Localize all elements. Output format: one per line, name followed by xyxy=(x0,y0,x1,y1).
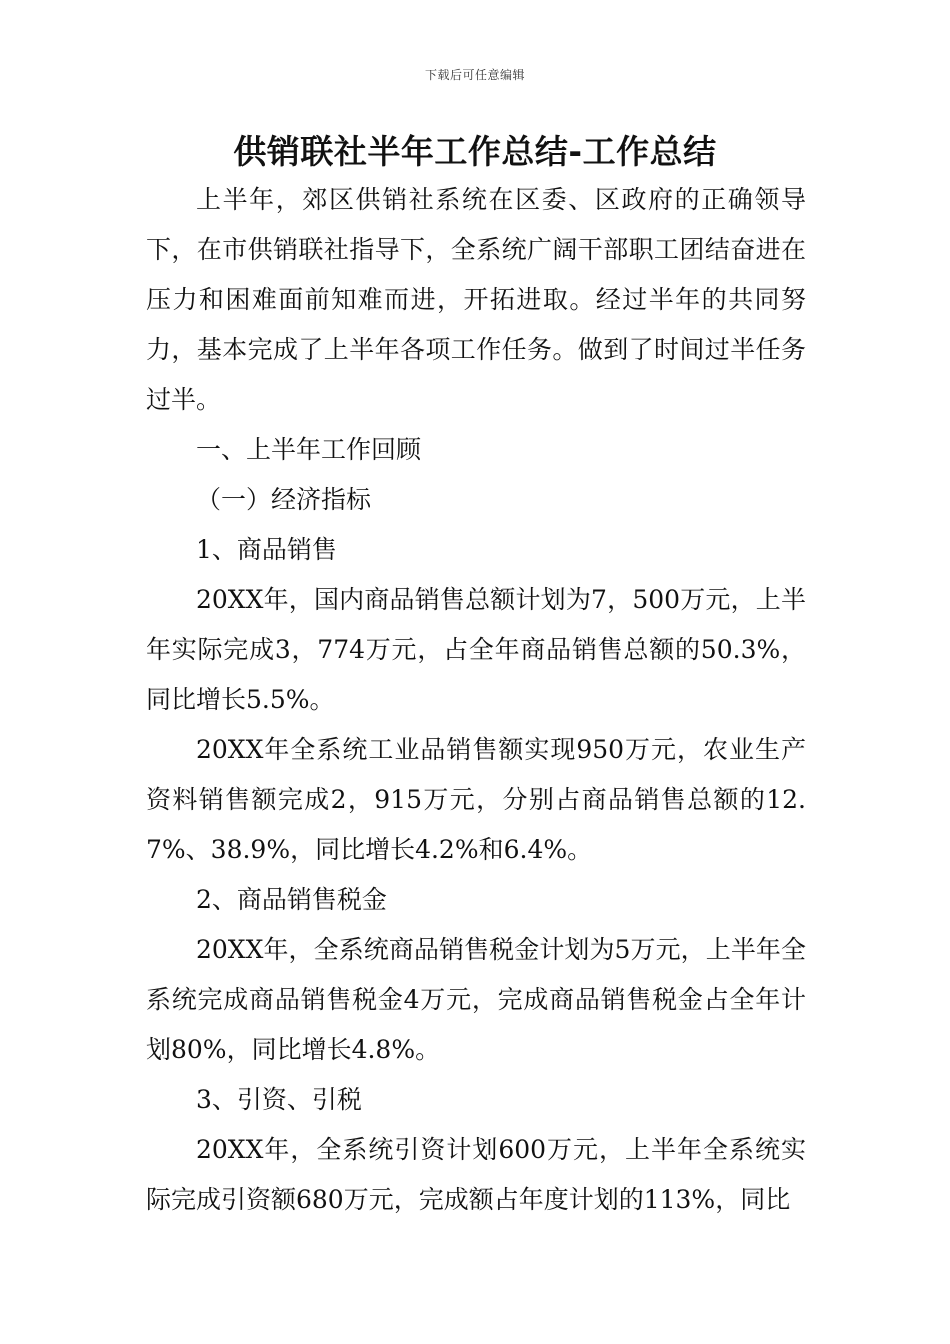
header-note: 下载后可任意编辑 xyxy=(424,68,525,82)
paragraph-sales-total: 20XX年，国内商品销售总额计划为7，500万元，上半年实际完成3，774万元，占全年商品销售总额的50.3%，同比增长5.5%。 xyxy=(146,585,806,714)
section-heading: 一、上半年工作回顾 xyxy=(196,435,422,464)
item-heading-investment: 3、引资、引税 xyxy=(196,1085,362,1114)
paragraph-sales-tax: 20XX年，全系统商品销售税金计划为5万元，上半年全系统完成商品销售税金4万元，完成商品销售税金占全年计划80%，同比增长4.8%。 xyxy=(146,935,806,1064)
subsection-heading: （一）经济指标 xyxy=(196,485,372,514)
item-heading-sales: 1、商品销售 xyxy=(196,535,337,564)
paragraph-intro: 上半年，郊区供销社系统在区委、区政府的正确领导下，在市供销联社指导下，全系统广阔干部职工团结奋进在压力和困难面前知难而进，开拓进取。经过半年的共同努力，基本完成了上半年各项工作任务。做到了时间过半任务过半。 xyxy=(146,185,806,414)
paragraph-investment: 20XX年，全系统引资计划600万元，上半年全系统实际完成引资额680万元，完成额占年度计划的113%，同比 xyxy=(146,1135,806,1214)
document-title: 供销联社半年工作总结-工作总结 xyxy=(233,132,717,171)
item-heading-sales-tax: 2、商品销售税金 xyxy=(196,885,387,914)
document-body xyxy=(146,175,806,1225)
paragraph-sales-breakdown: 20XX年全系统工业品销售额实现950万元，农业生产资料销售额完成2，915万元，分别占商品销售总额的12.7%、38.9%，同比增长4.2%和6.4%。 xyxy=(146,735,806,864)
